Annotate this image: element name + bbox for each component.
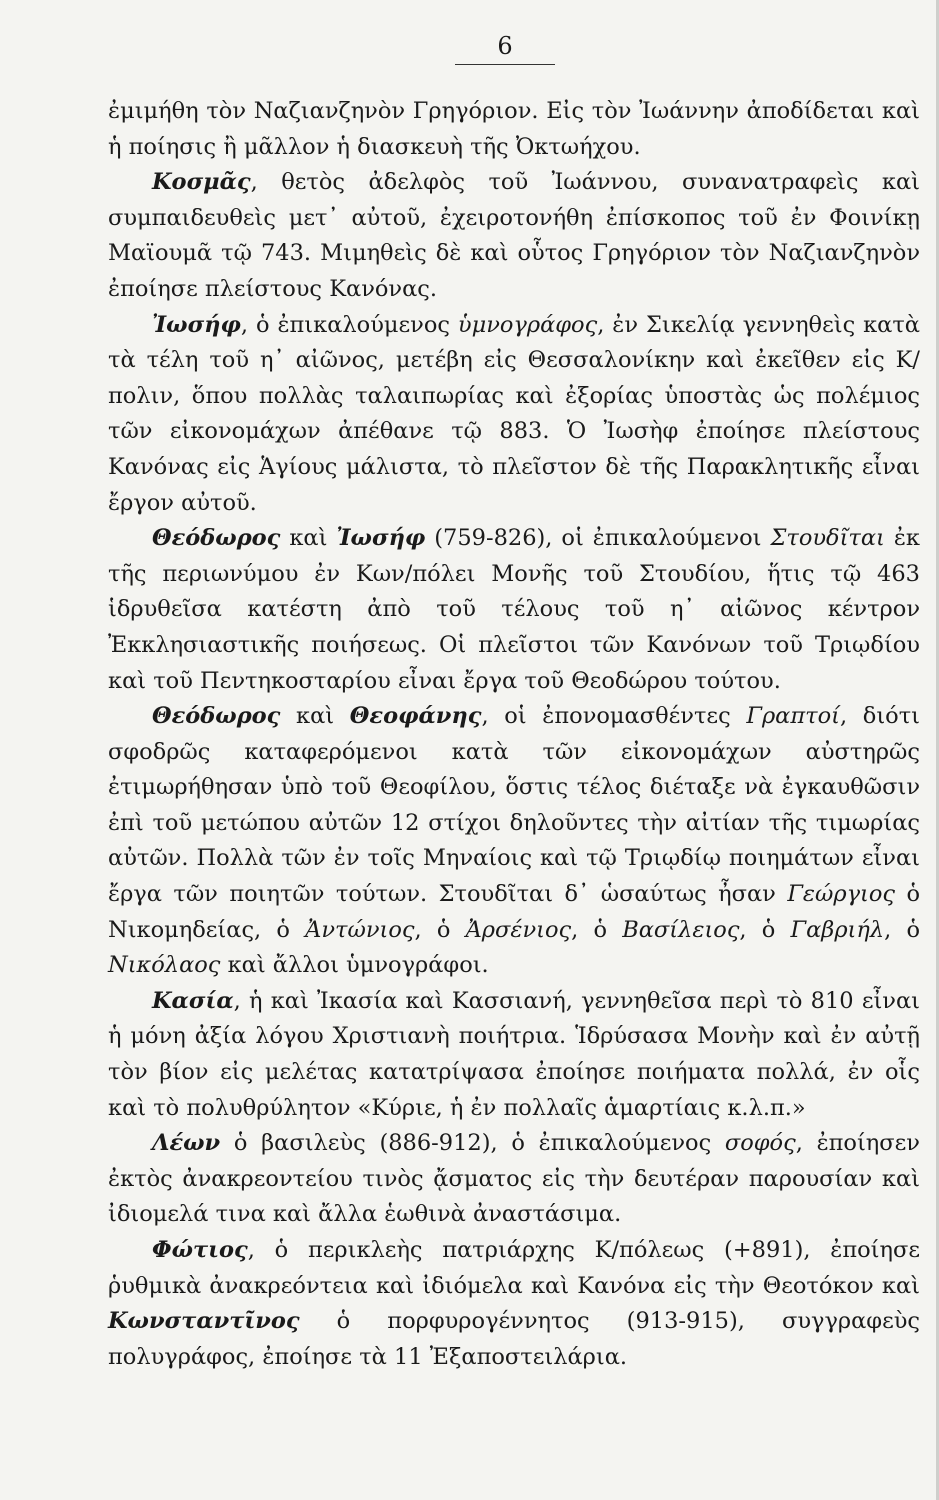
text-run: , ἐποίησεν ἐκτὸς ἀνακρεοντείου τινὸς ᾄσματος εἰς τὴν δευτέραν παρουσίαν καὶ ἰδιομελά τινα καὶ ἄλλα ἑωθινὰ ἀναστάσιμα. [108,1130,920,1228]
text-run: , διότι σφοδρῶς καταφερόμενοι κατὰ τῶν εἰκονομάχων αὐστηρῶς ἐτιμωρήθησαν ὑπὸ τοῦ Θεοφίλου, ὅστις τέλος διέταξε νὰ ἐγκαυθῶσιν ἐπὶ τοῦ μετώπου αὐτῶν 12 στίχοι δηλοῦντες τὴν αἰτίαν τῆς τιμωρίας αὐτῶν. Πολλὰ τῶν ἐν τοῖς Μηναίοις καὶ τῷ Τριῳδίῳ ποιημάτων εἶναι ἔργα τῶν ποιητῶν τούτων. Στουδῖται δ᾽ ὡσαύτως ἦσαν [108,703,920,908]
text-run: ὁ πορφυρογέννητος (913-915), συγγραφεὺς πολυγράφος, ἐποίησε τὰ 11 Ἐξαποστειλάρια. [108,1308,920,1370]
paragraph [108,308,920,522]
paragraph [108,1126,920,1233]
text-run: (759-826), οἱ ἐπικαλούμενοι [425,525,771,552]
text-run: , οἱ ἐπονομασθέντες [481,703,747,730]
text-run: , ὁ [739,916,791,943]
italic-term: ὑμνογράφος [457,311,598,338]
name-bold-italic: Θεόδωρος [152,703,281,730]
text-run: , ὁ περικλεὴς πατριάρχης Κ/πόλεως (+891), ἐποίησε ῥυθμικὰ ἀνακρεόντεια καὶ ἰδιόμελα καὶ Κανόνα εἰς τὴν Θεοτόκον καὶ [108,1237,920,1299]
paragraph [108,521,920,699]
italic-term: Στουδῖται [770,525,885,552]
body-text [108,94,920,1375]
text-run: ὁ βασιλεὺς (886-912), ὁ ἐπικαλούμενος [220,1130,725,1157]
page-number-rule [455,64,555,65]
name-bold-italic: Κασία [152,987,234,1014]
italic-term: Βασίλειος [622,916,740,943]
text-run: ἐμιμήθη τὸν Ναζιανζηνὸν Γρηγόριον. Εἰς τὸν Ἰωάννην ἀποδίδεται καὶ ἡ ποίησις ἢ μᾶλλον ἡ διασκευὴ τῆς Ὀκτωήχου. [108,98,920,160]
text-run: ὁ Νικομηδείας, ὁ [108,881,920,943]
text-run: , ὁ [884,916,920,943]
paragraph [108,94,920,165]
italic-term: Ἀντώνιος [305,916,415,943]
italic-term: Νικόλαος [108,952,221,979]
text-run: καὶ ἄλλοι ὑμνογράφοι. [220,952,489,979]
name-bold-italic: Ἰωσήφ [336,525,426,552]
name-bold-italic: Θεοφάνης [349,703,482,730]
name-bold-italic: Λέων [152,1130,221,1157]
italic-term: Γραπτοί [746,703,840,730]
italic-term: Γεώργιος [787,881,895,908]
paragraph [108,699,920,984]
page-number: 6 [497,32,513,60]
paragraph [108,1233,920,1375]
text-run: , ὁ [571,916,623,943]
text-run: καὶ [280,525,337,552]
text-run: , ὁ ἐπικαλούμενος [240,311,458,338]
text-run: , ὁ [414,916,466,943]
name-bold-italic: Φώτιος [152,1237,248,1263]
text-run: καὶ [280,703,350,730]
text-run: , ἡ καὶ Ἰκασία καὶ Κασσιανή, γεννηθεῖσα περὶ τὸ 810 εἶναι ἡ μόνη ἀξία λόγου Χριστιανὴ ποιήτρια. Ἱδρύσασα Μονὴν καὶ ἐν αὐτῇ τὸν βίον εἰς μελέτας κατατρίψασα ἐποίησε ποιήματα πολλά, ἐν οἷς καὶ τὸ πολυθρύλητον «Κύριε, ἡ ἐν πολλαῖς ἁμαρτίαις κ.λ.π.» [108,987,920,1121]
name-bold-italic: Θεόδωρος [152,525,281,552]
text-run: , θετὸς ἀδελφὸς τοῦ Ἰωάννου, συνανατραφεὶς καὶ συμπαιδευθεὶς μετ᾽ αὐτοῦ, ἐχειροτονήθη ἐπίσκοπος τοῦ ἐν Φοινίκῃ Μαϊουμᾶ τῷ 743. Μιμηθεὶς δὲ καὶ οὗτος Γρηγόριον τὸν Ναζιανζηνὸν ἐποίησε πλείστους Κανόνας. [108,169,920,302]
italic-term: Γαβριήλ [790,916,885,943]
text-run: ἐκ τῆς περιωνύμου ἐν Κων/πόλει Μονῆς τοῦ Στουδίου, ἥτις τῷ 463 ἱδρυθεῖσα κατέστη ἀπὸ τοῦ τέλους τοῦ η᾽ αἰῶνος κέντρον Ἐκκλησιαστικῆς ποιήσεως. Οἱ πλεῖστοι τῶν Κανόνων τοῦ Τριῳδίου καὶ τοῦ Πεντηκοσταρίου εἶναι ἔργα τοῦ Θεοδώρου τούτου. [108,525,920,694]
name-bold-italic: Κοσμᾶς [152,169,251,196]
paragraph [108,984,920,1126]
text-run: , ἐν Σικελίᾳ γεννηθεὶς κατὰ τὰ τέλη τοῦ η᾽ αἰῶνος, μετέβη εἰς Θεσσαλονίκην καὶ ἐκεῖθεν εἰς Κ/πολιν, ὅπου πολλὰς ταλαιπωρίας καὶ ἐξορίας ὑποστὰς ὡς πολέμιος τῶν εἰκονομάχων ἀπέθανε τῷ 883. Ὁ Ἰωσὴφ ἐποίησε πλείστους Κανόνας εἰς Ἁγίους μάλιστα, τὸ πλεῖστον δὲ τῆς Παρακλητικῆς εἶναι ἔργον αὐτοῦ. [108,311,921,516]
paragraph [108,165,920,307]
name-bold-italic: Κωνσταντῖνος [108,1308,300,1335]
italic-term: σοφός [724,1130,796,1157]
name-bold-italic: Ἰωσήφ [152,311,241,338]
italic-term: Ἀρσένιος [465,916,572,943]
